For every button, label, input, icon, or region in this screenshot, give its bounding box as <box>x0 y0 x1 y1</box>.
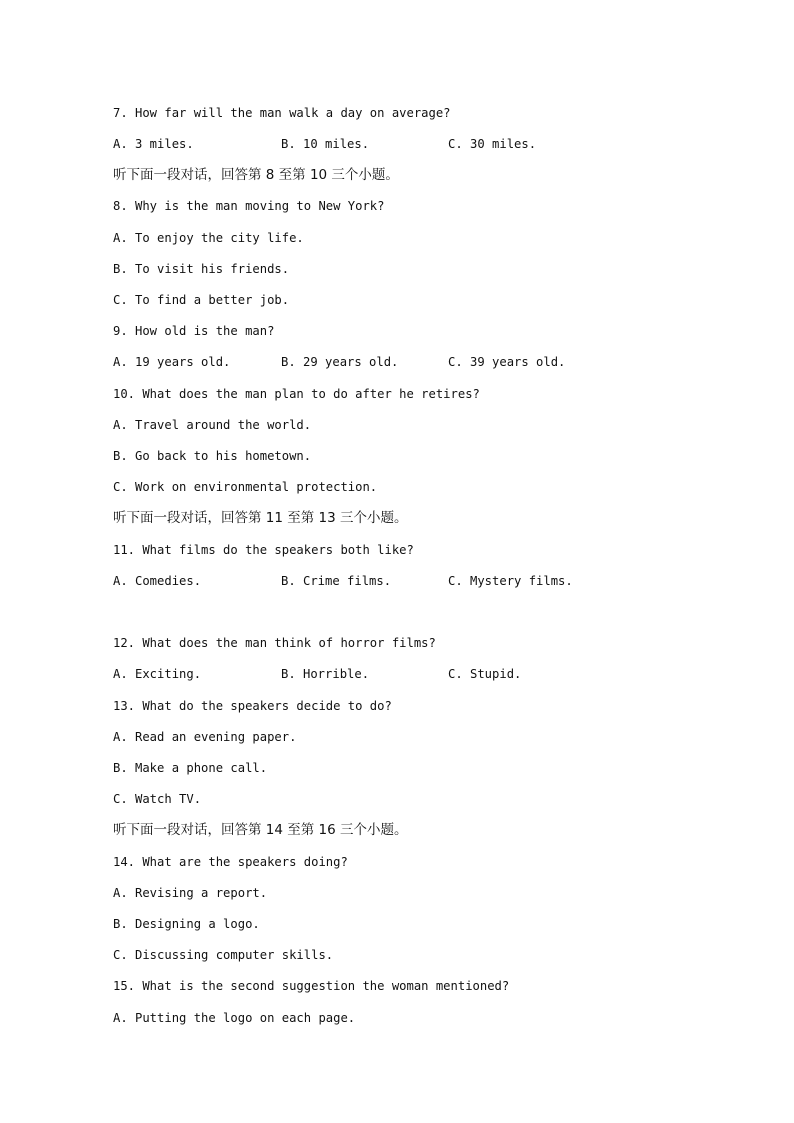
question-9-options <box>113 352 713 372</box>
option-9c: C. 39 years old. <box>448 355 566 369</box>
option-10b: B. Go back to his hometown. <box>113 449 312 463</box>
option-8b: B. To visit his friends. <box>113 262 290 276</box>
question-12: 12. What does the man think of horror films? <box>113 636 436 650</box>
option-10c: C. Work on environmental protection. <box>113 480 378 494</box>
section-heading-14-16: 听下面一段对话，回答第 14 至第 16 三个小题。 <box>113 822 408 838</box>
option-12c: C. Stupid. <box>448 667 522 681</box>
option-7a: A. 3 miles. <box>113 137 194 151</box>
question-15: 15. What is the second suggestion the woman mentioned? <box>113 979 510 993</box>
option-12a: A. Exciting. <box>113 667 202 681</box>
option-13b: B. Make a phone call. <box>113 761 268 775</box>
option-15a: A. Putting the logo on each page. <box>113 1011 356 1025</box>
question-9: 9. How old is the man? <box>113 324 275 338</box>
question-8: 8. Why is the man moving to New York? <box>113 199 385 213</box>
option-14c: C. Discussing computer skills. <box>113 948 334 962</box>
option-12b: B. Horrible. <box>281 667 370 681</box>
option-9b: B. 29 years old. <box>281 355 399 369</box>
option-13c: C. Watch TV. <box>113 792 202 806</box>
option-14a: A. Revising a report. <box>113 886 268 900</box>
option-7b: B. 10 miles. <box>281 137 370 151</box>
question-11-options <box>113 571 713 591</box>
section-heading-8-10: 听下面一段对话，回答第 8 至第 10 三个小题。 <box>113 167 399 183</box>
option-14b: B. Designing a logo. <box>113 917 260 931</box>
option-10a: A. Travel around the world. <box>113 418 312 432</box>
section-heading-11-13: 听下面一段对话，回答第 11 至第 13 三个小题。 <box>113 510 408 526</box>
option-7c: C. 30 miles. <box>448 137 537 151</box>
option-11c: C. Mystery films. <box>448 574 573 588</box>
question-14: 14. What are the speakers doing? <box>113 855 348 869</box>
option-11b: B. Crime films. <box>281 574 392 588</box>
option-8c: C. To find a better job. <box>113 293 290 307</box>
option-8a: A. To enjoy the city life. <box>113 231 304 245</box>
question-13: 13. What do the speakers decide to do? <box>113 699 392 713</box>
question-12-options <box>113 664 713 684</box>
option-9a: A. 19 years old. <box>113 355 231 369</box>
question-7-options <box>113 134 713 154</box>
question-7: 7. How far will the man walk a day on average? <box>113 106 451 120</box>
question-10: 10. What does the man plan to do after he retires? <box>113 387 480 401</box>
option-13a: A. Read an evening paper. <box>113 730 297 744</box>
question-11: 11. What films do the speakers both like? <box>113 543 414 557</box>
option-11a: A. Comedies. <box>113 574 202 588</box>
